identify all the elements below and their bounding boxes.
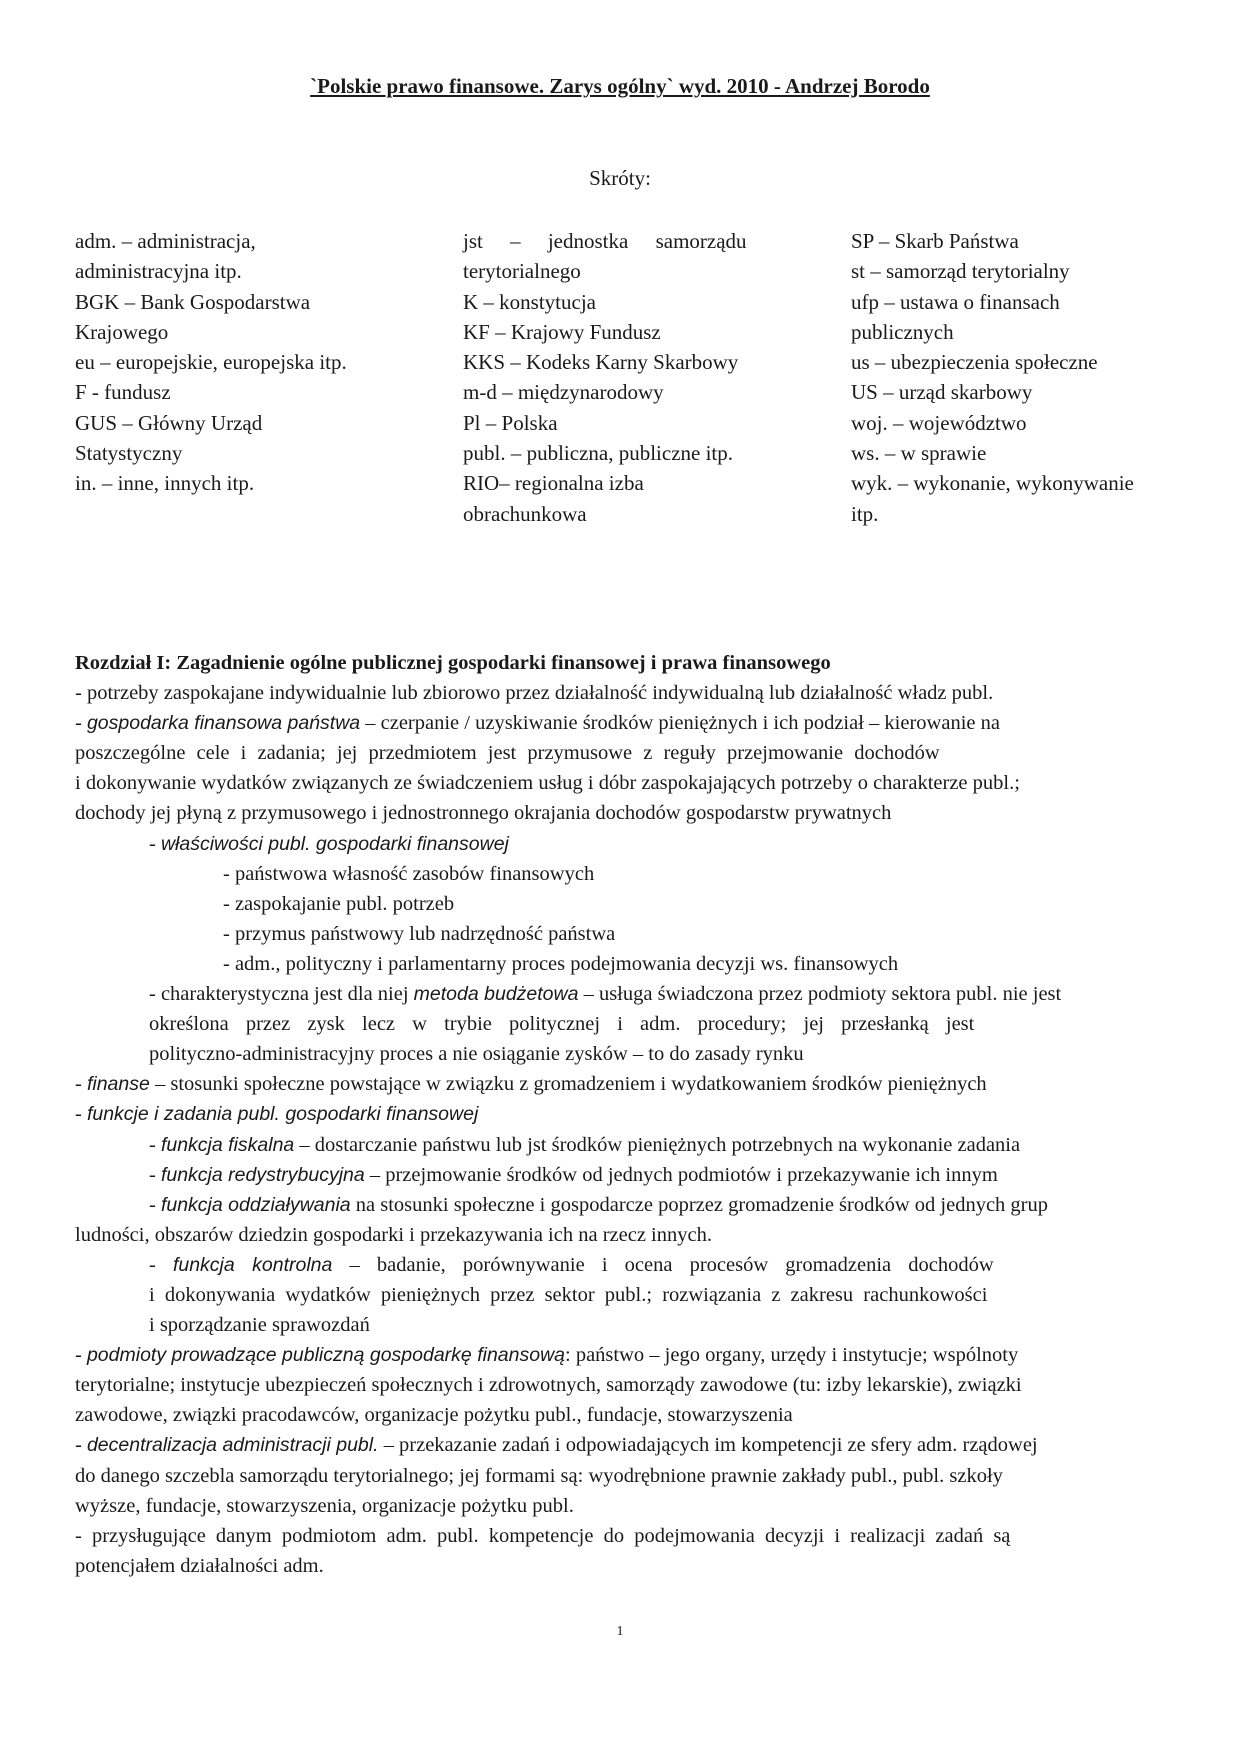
term: funkcja redystrybucyjna — [160, 1163, 365, 1186]
text: : państwo – jego organy, urzędy i instytucje; wspólnoty — [565, 1344, 1019, 1367]
text: – usługa świadczona przez podmioty sektora publ. nie jest — [578, 983, 1062, 1006]
list-item: - przymus państwowy lub nadrzędność państwa — [223, 922, 616, 945]
abbreviation-line: ws. – w sprawie — [851, 441, 987, 466]
paragraph-line: - funkcja redystrybucyjna – przejmowanie środków od jednych podmiotów i przekazywanie ich innym — [149, 1163, 998, 1186]
abbreviations-heading: Skróty: — [589, 166, 651, 190]
term: metoda budżetowa — [413, 983, 579, 1006]
abbreviation-line: woj. – województwo — [851, 410, 1027, 435]
abbreviation-line: K – konstytucja — [463, 289, 596, 314]
abbreviation-line: adm. – administracja, — [75, 229, 256, 253]
text: – przekazanie zadań i odpowiadających im kompetencji ze sfery adm. rządowej — [378, 1434, 1038, 1457]
abbreviation-line: publicznych — [851, 319, 954, 344]
abbreviation-line: BGK – Bank Gospodarstwa — [75, 289, 311, 314]
paragraph-line: - funkcja kontrolna – badanie, porównywanie i ocena procesów gromadzenia dochodów — [149, 1253, 994, 1276]
text: – czerpanie / uzyskiwanie środków pieniężnych i ich podział – kierowanie na — [360, 712, 1000, 735]
paragraph-line: - funkcja oddziaływania na stosunki społeczne i gospodarcze poprzez gromadzenie środków od jednych grup — [149, 1193, 1049, 1216]
paragraph-line: i dokonywania wydatków pieniężnych przez sektor publ.; rozwiązania z zakresu rachunkowości — [149, 1283, 988, 1306]
abbreviation-line: US – urząd skarbowy — [851, 380, 1033, 405]
paragraph-line: - właściwości publ. gospodarki finansowej — [149, 832, 509, 855]
abbreviation-line: KKS – Kodeks Karny Skarbowy — [463, 350, 739, 375]
paragraph-line: i sporządzanie sprawozdań — [149, 1314, 370, 1337]
abbreviation-line: st – samorząd terytorialny — [851, 259, 1070, 284]
paragraph-line — [75, 979, 1165, 1009]
abbreviation-line: RIO– regionalna izba — [463, 471, 644, 496]
abbreviation-line: GUS – Główny Urząd — [75, 410, 263, 435]
term: właściwości publ. gospodarki finansowej — [160, 832, 509, 855]
list-item: - państwowa własność zasobów finansowych — [223, 862, 595, 885]
paragraph-line: i dokonywanie wydatków związanych ze świadczeniem usług i dóbr zaspokajających potrzeby o charakterze publ.; — [75, 772, 1020, 795]
abbreviation-line: jst – jednostka samorządu — [463, 229, 747, 253]
abbreviation-line: Statystyczny — [75, 441, 183, 466]
paragraph-line: - funkcja fiskalna – dostarczanie państwu lub jst środków pieniężnych potrzebnych na wykonanie zadania — [149, 1133, 1021, 1156]
abbreviations-column-1 — [75, 226, 405, 499]
abbreviation-line: KF – Krajowy Fundusz — [463, 319, 661, 344]
paragraph-line: - funkcje i zadania publ. gospodarki finansowej — [75, 1103, 479, 1126]
abbreviation-line: SP – Skarb Państwa — [851, 229, 1019, 253]
abbreviation-line: us – ubezpieczenia społeczne — [851, 350, 1098, 375]
list-item: - adm., polityczny i parlamentarny proces podejmowania decyzji ws. finansowych — [223, 952, 899, 975]
paragraph-line: terytorialne; instytucje ubezpieczeń społecznych i zdrowotnych, samorządy zawodowe (tu: izby lekarskie), związki — [75, 1374, 1022, 1397]
paragraph-line: - decentralizacja administracji publ. – przekazanie zadań i odpowiadających im kompetencji ze sfery adm. rządowej — [75, 1434, 1038, 1457]
page-number: 1 — [616, 1624, 624, 1639]
paragraph-line: - gospodarka finansowa państwa – czerpanie / uzyskiwanie środków pieniężnych i ich podział – kierowanie na — [75, 712, 1000, 735]
abbreviation-line: obrachunkowa — [463, 501, 587, 526]
document-title: `Polskie prawo finansowe. Zarys ogólny` wyd. 2010 - Andrzej Borodo — [310, 74, 930, 98]
paragraph-line: - podmioty prowadzące publiczną gospodarkę finansową: państwo – jego organy, urzędy i instytucje; wspólnoty — [75, 1344, 1019, 1367]
abbreviation-line: itp. — [851, 501, 879, 526]
text: - charakterystyczna jest dla niej — [149, 983, 414, 1006]
text: – badanie, porównywanie i ocena procesów gromadzenia dochodów — [332, 1253, 994, 1276]
abbreviation-line: publ. – publiczna, publiczne itp. — [463, 441, 734, 466]
text: – przejmowanie środków od jednych podmiotów i przekazywanie ich innym — [364, 1163, 998, 1186]
document-body — [75, 648, 1165, 1581]
paragraph-line: określona przez zysk lecz w trybie politycznej i adm. procedury; jej przesłanką jest — [149, 1013, 975, 1036]
term: podmioty prowadzące publiczną gospodarkę finansową — [86, 1344, 565, 1367]
paragraph-line: dochody jej płyną z przymusowego i jednostronnego okrajania dochodów gospodarstw prywatnych — [75, 802, 892, 825]
term: gospodarka finansowa państwa — [86, 712, 361, 735]
abbreviation-line: m-d – międzynarodowy — [463, 380, 664, 405]
paragraph-line: do danego szczebla samorządu terytorialnego; jej formami są: wyodrębnione prawnie zakłady publ., publ. szkoły — [75, 1464, 1003, 1487]
abbreviation-line: wyk. – wykonanie, wykonywanie — [851, 471, 1134, 496]
term: funkcja oddziaływania — [160, 1193, 351, 1216]
term: funkcja kontrolna — [172, 1253, 333, 1276]
abbreviations-column-3 — [851, 226, 1171, 529]
abbreviations-column-2 — [463, 226, 778, 529]
paragraph-line: poszczególne cele i zadania; jej przedmiotem jest przymusowe z reguły przejmowanie dochodów — [75, 742, 940, 765]
paragraph-line: - potrzeby zaspokajane indywidualnie lub zbiorowo przez działalność indywidualną lub działalność władz publ. — [75, 682, 994, 705]
paragraph-line: ludności, obszarów dziedzin gospodarki i przekazywania ich na rzecz innych. — [75, 1223, 712, 1246]
abbreviation-line: administracyjna itp. — [75, 259, 242, 284]
abbreviation-line: in. – inne, innych itp. — [75, 471, 255, 496]
list-item: - zaspokajanie publ. potrzeb — [223, 892, 455, 915]
text: – stosunki społeczne powstające w związku z gromadzeniem i wydatkowaniem środków pieniężnych — [149, 1073, 987, 1096]
abbreviation-line: eu – europejskie, europejska itp. — [75, 350, 347, 375]
text: na stosunki społeczne i gospodarcze poprzez gromadzenie środków od jednych grup — [350, 1193, 1049, 1216]
abbreviation-line: terytorialnego — [463, 259, 581, 284]
paragraph-line: - finanse – stosunki społeczne powstające w związku z gromadzeniem i wydatkowaniem środków pieniężnych — [75, 1073, 987, 1096]
chapter-heading: Rozdział I: Zagadnienie ogólne publicznej gospodarki finansowej i prawa finansowego — [75, 652, 831, 674]
term: funkcje i zadania publ. gospodarki finansowej — [86, 1103, 479, 1126]
abbreviation-line: Pl – Polska — [463, 410, 558, 435]
paragraph-line: potencjałem działalności adm. — [75, 1554, 324, 1577]
paragraph-line: - przysługujące danym podmiotom adm. publ. kompetencje do podejmowania decyzji i realizacji zadań są — [75, 1524, 1011, 1547]
abbreviation-line: Krajowego — [75, 319, 169, 344]
term: funkcja fiskalna — [160, 1133, 295, 1156]
paragraph-line: wyższe, fundacje, stowarzyszenia, organizacje pożytku publ. — [75, 1494, 574, 1517]
paragraph-line: zawodowe, związki pracodawców, organizacje pożytku publ., fundacje, stowarzyszenia — [75, 1404, 793, 1427]
abbreviation-line: F - fundusz — [75, 380, 171, 405]
term: decentralizacja administracji publ. — [86, 1434, 379, 1457]
abbreviation-line: ufp – ustawa o finansach — [851, 289, 1060, 314]
text: – dostarczanie państwu lub jst środków pieniężnych potrzebnych na wykonanie zadania — [294, 1133, 1021, 1156]
paragraph-line: polityczno-administracyjny proces a nie osiąganie zysków – to do zasady rynku — [149, 1043, 804, 1066]
term: finanse — [86, 1073, 150, 1096]
